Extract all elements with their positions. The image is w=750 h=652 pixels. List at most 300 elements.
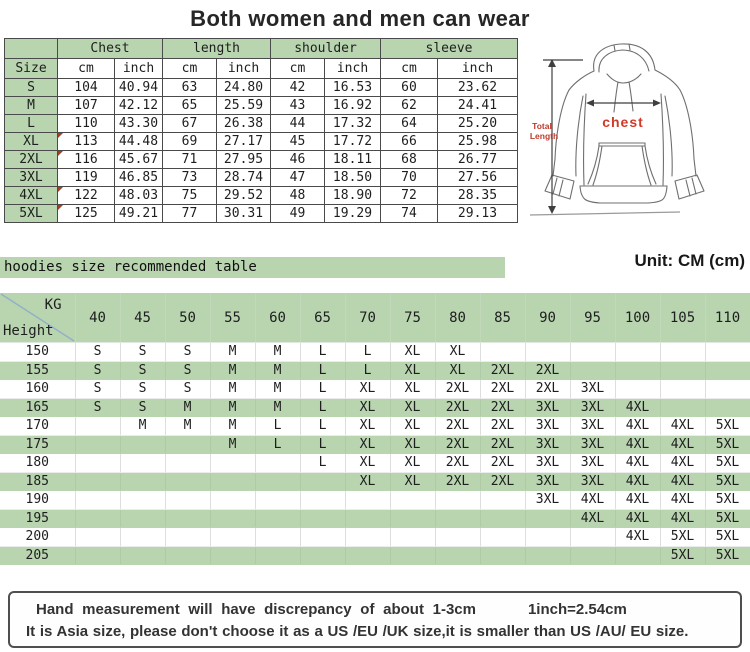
weight-header: 70: [345, 293, 390, 343]
measurement-row: [5, 151, 518, 169]
recommended-size-cell: [120, 435, 165, 454]
recommended-size-cell: [435, 491, 480, 510]
cm-header: cm: [163, 59, 217, 79]
recommended-size-cell: 3XL: [570, 435, 615, 454]
measurement-value: 29.52: [217, 187, 271, 205]
measurement-value: 116: [58, 151, 115, 169]
recommended-size-cell: 4XL: [660, 509, 705, 528]
measurement-value: 67: [163, 115, 217, 133]
weight-header: 80: [435, 293, 480, 343]
recommended-size-cell: [165, 546, 210, 565]
recommended-size-cell: [210, 491, 255, 510]
recommended-size-cell: [255, 491, 300, 510]
recommended-size-cell: XL: [390, 435, 435, 454]
recommended-size-cell: 4XL: [615, 472, 660, 491]
recommended-size-cell: 2XL: [480, 361, 525, 380]
measurement-value: 64: [381, 115, 438, 133]
measurement-value: 110: [58, 115, 115, 133]
recommended-size-cell: [570, 528, 615, 547]
recommended-size-cell: [300, 546, 345, 565]
measurement-value: 44.48: [115, 133, 163, 151]
recommended-size-cell: [570, 343, 615, 362]
recommended-size-cell: [390, 528, 435, 547]
recommended-size-cell: 2XL: [480, 398, 525, 417]
measurement-value: 45.67: [115, 151, 163, 169]
height-cell: 175: [0, 435, 75, 454]
recommended-size-cell: 4XL: [660, 491, 705, 510]
recommended-size-cell: [165, 435, 210, 454]
matrix-row: [0, 472, 750, 491]
recommended-size-cell: [615, 380, 660, 399]
total-length-label-line2: Length: [529, 131, 559, 141]
recommended-size-cell: [345, 528, 390, 547]
recommended-size-cell: XL: [345, 454, 390, 473]
recommended-size-cell: [525, 509, 570, 528]
recommended-size-cell: L: [345, 361, 390, 380]
pocket: [599, 143, 645, 146]
measurement-value: 17.32: [325, 115, 381, 133]
measurement-row: [5, 97, 518, 115]
measurement-row: [5, 115, 518, 133]
recommended-size-cell: M: [255, 398, 300, 417]
recommended-size-cell: 2XL: [480, 472, 525, 491]
recommended-size-cell: [120, 546, 165, 565]
recommended-size-cell: XL: [390, 454, 435, 473]
measurement-value: 107: [58, 97, 115, 115]
recommended-size-cell: [75, 435, 120, 454]
axis-corner-cell: [0, 293, 75, 343]
recommended-size-cell: [705, 380, 750, 399]
recommended-size-cell: [165, 454, 210, 473]
recommended-size-cell: 4XL: [660, 417, 705, 436]
height-cell: 155: [0, 361, 75, 380]
recommended-size-cell: [525, 528, 570, 547]
measurement-value: 40.94: [115, 79, 163, 97]
measurement-row: [5, 187, 518, 205]
height-cell: 185: [0, 472, 75, 491]
discrepancy-note: Hand measurement will have discrepancy of about 1-3cm: [36, 601, 476, 618]
measurement-value: 17.72: [325, 133, 381, 151]
recommended-size-cell: [120, 528, 165, 547]
matrix-row: [0, 528, 750, 547]
matrix-row: [0, 343, 750, 362]
recommended-size-cell: 4XL: [660, 454, 705, 473]
recommended-size-cell: [345, 509, 390, 528]
matrix-body: [0, 343, 750, 565]
recommended-size-cell: [480, 491, 525, 510]
recommended-size-cell: 5XL: [660, 546, 705, 565]
size-cell: M: [5, 97, 58, 115]
height-cell: 195: [0, 509, 75, 528]
measurement-value: 18.90: [325, 187, 381, 205]
recommended-size-cell: [390, 546, 435, 565]
recommended-size-cell: 4XL: [615, 491, 660, 510]
measurement-value: 71: [163, 151, 217, 169]
measurement-value: 28.35: [438, 187, 518, 205]
measurement-value: 27.17: [217, 133, 271, 151]
recommended-size-cell: XL: [345, 472, 390, 491]
measurement-value: 25.59: [217, 97, 271, 115]
size-cell: L: [5, 115, 58, 133]
height-cell: 170: [0, 417, 75, 436]
measurement-value: 49.21: [115, 205, 163, 223]
matrix-header-row: [0, 293, 750, 343]
recommended-size-cell: [660, 343, 705, 362]
measurement-value: 72: [381, 187, 438, 205]
recommended-size-cell: [120, 509, 165, 528]
measurement-row: [5, 79, 518, 97]
recommended-size-cell: M: [210, 417, 255, 436]
measurement-value: 65: [163, 97, 217, 115]
recommended-size-cell: 5XL: [705, 435, 750, 454]
kg-axis-label: KG: [44, 297, 62, 313]
recommended-size-cell: [300, 491, 345, 510]
measurement-table: [4, 38, 518, 223]
recommended-size-cell: 4XL: [615, 509, 660, 528]
weight-header: 75: [390, 293, 435, 343]
recommended-size-cell: [75, 417, 120, 436]
recommended-size-cell: 2XL: [480, 380, 525, 399]
measurement-value: 68: [381, 151, 438, 169]
recommended-size-cell: 2XL: [435, 380, 480, 399]
measurement-value: 25.20: [438, 115, 518, 133]
recommended-size-cell: M: [210, 343, 255, 362]
measurement-value: 77: [163, 205, 217, 223]
length-group-header: length: [163, 39, 271, 59]
measurement-value: 42: [271, 79, 325, 97]
recommended-size-cell: M: [165, 417, 210, 436]
recommended-size-cell: L: [300, 380, 345, 399]
matrix-row: [0, 546, 750, 565]
recommended-size-cell: [210, 528, 255, 547]
recommended-size-cell: M: [165, 398, 210, 417]
recommended-size-cell: 2XL: [435, 454, 480, 473]
recommended-size-cell: XL: [345, 435, 390, 454]
matrix-row: [0, 435, 750, 454]
recommended-size-cell: M: [210, 361, 255, 380]
recommended-size-cell: [255, 509, 300, 528]
chest-group-header: Chest: [58, 39, 163, 59]
measurement-value: 25.98: [438, 133, 518, 151]
recommended-size-cell: [120, 472, 165, 491]
measurement-value: 70: [381, 169, 438, 187]
measurement-value: 42.12: [115, 97, 163, 115]
recommended-size-cell: M: [210, 398, 255, 417]
recommended-size-cell: [300, 509, 345, 528]
recommended-size-cell: 3XL: [525, 454, 570, 473]
recommended-size-cell: 3XL: [570, 472, 615, 491]
recommended-size-cell: 4XL: [615, 454, 660, 473]
recommended-size-cell: [390, 509, 435, 528]
height-cell: 205: [0, 546, 75, 565]
measurement-value: 66: [381, 133, 438, 151]
cm-header: cm: [58, 59, 115, 79]
recommended-size-cell: 4XL: [615, 528, 660, 547]
recommended-size-cell: [660, 398, 705, 417]
measurement-value: 69: [163, 133, 217, 151]
recommended-size-cell: [525, 546, 570, 565]
recommended-size-cell: S: [75, 343, 120, 362]
recommended-size-cell: 4XL: [570, 491, 615, 510]
measurement-value: 23.62: [438, 79, 518, 97]
hoodie-diagram: [528, 33, 750, 246]
inch-header: inch: [325, 59, 381, 79]
recommended-size-cell: 3XL: [570, 380, 615, 399]
recommended-size-cell: 5XL: [705, 509, 750, 528]
weight-header: 65: [300, 293, 345, 343]
recommended-size-cell: 5XL: [705, 454, 750, 473]
recommended-size-cell: XL: [390, 343, 435, 362]
recommended-size-cell: [75, 454, 120, 473]
measurement-value: 62: [381, 97, 438, 115]
recommended-size-cell: 2XL: [525, 361, 570, 380]
recommended-size-cell: M: [210, 380, 255, 399]
recommended-size-cell: [705, 361, 750, 380]
recommended-size-cell: [75, 472, 120, 491]
recommended-size-cell: S: [75, 361, 120, 380]
recommended-size-cell: [705, 398, 750, 417]
weight-header: 100: [615, 293, 660, 343]
height-cell: 165: [0, 398, 75, 417]
recommended-size-cell: 2XL: [435, 472, 480, 491]
inch-header: inch: [217, 59, 271, 79]
recommended-size-cell: 2XL: [480, 435, 525, 454]
recommended-size-cell: L: [345, 343, 390, 362]
weight-header: 60: [255, 293, 300, 343]
recommended-size-cell: S: [165, 380, 210, 399]
measurement-value: 18.50: [325, 169, 381, 187]
measurement-value: 48.03: [115, 187, 163, 205]
recommended-size-cell: L: [255, 435, 300, 454]
measurement-value: 16.53: [325, 79, 381, 97]
recommended-size-cell: S: [165, 361, 210, 380]
height-cell: 160: [0, 380, 75, 399]
recommended-size-cell: [705, 343, 750, 362]
matrix-row: [0, 454, 750, 473]
recommended-size-cell: [390, 491, 435, 510]
sleeve-group-header: sleeve: [381, 39, 518, 59]
recommended-size-cell: [255, 528, 300, 547]
recommended-size-cell: [615, 361, 660, 380]
recommended-size-cell: [75, 546, 120, 565]
recommended-size-cell: 2XL: [435, 417, 480, 436]
height-cell: 190: [0, 491, 75, 510]
size-header: Size: [5, 59, 58, 79]
recommended-size-cell: 2XL: [525, 380, 570, 399]
recommended-size-cell: XL: [345, 417, 390, 436]
height-axis-label: Height: [3, 323, 54, 339]
measurement-value: 49: [271, 205, 325, 223]
measurement-value: 45: [271, 133, 325, 151]
recommended-size-cell: M: [210, 435, 255, 454]
measurement-value: 48: [271, 187, 325, 205]
recommended-size-cell: 4XL: [615, 398, 660, 417]
arrowhead-left: [586, 100, 594, 107]
recommended-size-cell: 2XL: [435, 398, 480, 417]
recommended-size-cell: XL: [390, 472, 435, 491]
recommended-size-cell: [120, 454, 165, 473]
recommended-size-cell: [75, 509, 120, 528]
measurement-value: 24.41: [438, 97, 518, 115]
recommended-size-cell: 3XL: [525, 472, 570, 491]
recommended-size-cell: L: [300, 454, 345, 473]
recommended-size-cell: [75, 528, 120, 547]
recommended-size-cell: [480, 343, 525, 362]
measurement-value: 16.92: [325, 97, 381, 115]
recommended-size-cell: [660, 361, 705, 380]
recommended-size-cell: XL: [390, 361, 435, 380]
matrix-row: [0, 398, 750, 417]
recommended-size-cell: [210, 472, 255, 491]
measurement-value: 24.80: [217, 79, 271, 97]
total-length-label-line1: Total: [532, 121, 552, 131]
recommended-size-cell: [525, 343, 570, 362]
recommended-size-cell: [210, 454, 255, 473]
recommended-size-cell: 2XL: [480, 454, 525, 473]
recommended-size-cell: [345, 491, 390, 510]
measurement-value: 47: [271, 169, 325, 187]
measurement-value: 27.56: [438, 169, 518, 187]
recommendation-matrix: [0, 293, 750, 565]
recommended-size-cell: S: [75, 398, 120, 417]
recommended-size-cell: S: [165, 343, 210, 362]
measurement-value: 18.11: [325, 151, 381, 169]
recommended-size-cell: 5XL: [660, 528, 705, 547]
recommended-size-cell: [435, 528, 480, 547]
recommended-size-cell: [300, 472, 345, 491]
recommended-table-strip: hoodies size recommended table: [0, 257, 505, 278]
measurement-value: 30.31: [217, 205, 271, 223]
size-cell: S: [5, 79, 58, 97]
size-cell: 5XL: [5, 205, 58, 223]
measurement-value: 113: [58, 133, 115, 151]
recommended-size-cell: [255, 454, 300, 473]
recommended-size-cell: [165, 472, 210, 491]
matrix-row: [0, 361, 750, 380]
size-cell: 2XL: [5, 151, 58, 169]
matrix-row: [0, 509, 750, 528]
arrowhead-down: [548, 206, 556, 214]
recommended-size-cell: 2XL: [435, 435, 480, 454]
recommended-size-cell: XL: [345, 398, 390, 417]
height-cell: 150: [0, 343, 75, 362]
recommended-size-cell: S: [120, 343, 165, 362]
recommended-size-cell: [435, 546, 480, 565]
inch-header: inch: [115, 59, 163, 79]
recommended-size-cell: [165, 528, 210, 547]
recommended-size-cell: 3XL: [570, 454, 615, 473]
measurement-value: 26.38: [217, 115, 271, 133]
recommended-size-cell: [255, 546, 300, 565]
measurement-value: 26.77: [438, 151, 518, 169]
recommended-size-cell: 4XL: [615, 417, 660, 436]
measurement-value: 43.30: [115, 115, 163, 133]
recommended-size-cell: [165, 491, 210, 510]
measurement-table-body: [5, 79, 518, 223]
recommended-size-cell: [435, 509, 480, 528]
cm-header: cm: [381, 59, 438, 79]
recommended-size-cell: [120, 491, 165, 510]
cm-header: cm: [271, 59, 325, 79]
recommended-size-cell: S: [120, 361, 165, 380]
recommended-size-cell: 2XL: [480, 417, 525, 436]
recommended-size-cell: L: [300, 398, 345, 417]
recommended-size-cell: M: [255, 380, 300, 399]
recommended-size-cell: 5XL: [705, 417, 750, 436]
weight-header: 95: [570, 293, 615, 343]
recommended-size-cell: 3XL: [570, 417, 615, 436]
drawstring-left: [614, 82, 618, 112]
recommended-size-cell: M: [255, 361, 300, 380]
recommended-size-cell: [660, 380, 705, 399]
matrix-row: [0, 491, 750, 510]
recommended-size-cell: XL: [390, 417, 435, 436]
matrix-row: [0, 380, 750, 399]
measurement-value: 28.74: [217, 169, 271, 187]
measurement-value: 125: [58, 205, 115, 223]
measurement-value: 73: [163, 169, 217, 187]
recommended-size-cell: XL: [345, 380, 390, 399]
height-cell: 180: [0, 454, 75, 473]
recommended-size-cell: M: [120, 417, 165, 436]
corner-cell: [5, 39, 58, 59]
measurement-value: 74: [381, 205, 438, 223]
measurement-value: 122: [58, 187, 115, 205]
footer-note-box: [8, 591, 742, 648]
measurement-value: 27.95: [217, 151, 271, 169]
recommended-size-cell: 4XL: [615, 435, 660, 454]
recommended-size-cell: 3XL: [525, 491, 570, 510]
recommended-size-cell: 3XL: [525, 398, 570, 417]
size-cell: 4XL: [5, 187, 58, 205]
height-cell: 200: [0, 528, 75, 547]
recommended-size-cell: L: [300, 417, 345, 436]
recommended-size-cell: 3XL: [525, 435, 570, 454]
measurement-value: 46: [271, 151, 325, 169]
weight-header: 45: [120, 293, 165, 343]
recommended-size-cell: XL: [435, 343, 480, 362]
shoulder-group-header: shoulder: [271, 39, 381, 59]
recommended-size-cell: L: [255, 417, 300, 436]
recommended-size-cell: 3XL: [525, 417, 570, 436]
drawstring-right: [629, 82, 633, 111]
weight-header: 90: [525, 293, 570, 343]
arrowhead-right: [653, 100, 661, 107]
page-title: Both women and men can wear: [190, 6, 530, 31]
measurement-row: [5, 169, 518, 187]
recommended-size-cell: [210, 509, 255, 528]
weight-header: 50: [165, 293, 210, 343]
recommended-size-cell: 4XL: [660, 472, 705, 491]
recommended-size-cell: [615, 343, 660, 362]
recommended-size-cell: [255, 472, 300, 491]
inch-header: inch: [438, 59, 518, 79]
recommended-size-cell: L: [300, 361, 345, 380]
weight-header: 55: [210, 293, 255, 343]
measurement-value: 119: [58, 169, 115, 187]
recommended-size-cell: [480, 546, 525, 565]
group-header-row: [5, 39, 518, 59]
chest-label: chest: [602, 114, 644, 130]
recommended-size-cell: [210, 546, 255, 565]
measurement-value: 104: [58, 79, 115, 97]
recommended-size-cell: L: [300, 435, 345, 454]
recommended-size-cell: 5XL: [705, 472, 750, 491]
weight-header: 85: [480, 293, 525, 343]
recommended-size-cell: XL: [435, 361, 480, 380]
footer-line1: [36, 601, 740, 618]
measurement-value: 46.85: [115, 169, 163, 187]
